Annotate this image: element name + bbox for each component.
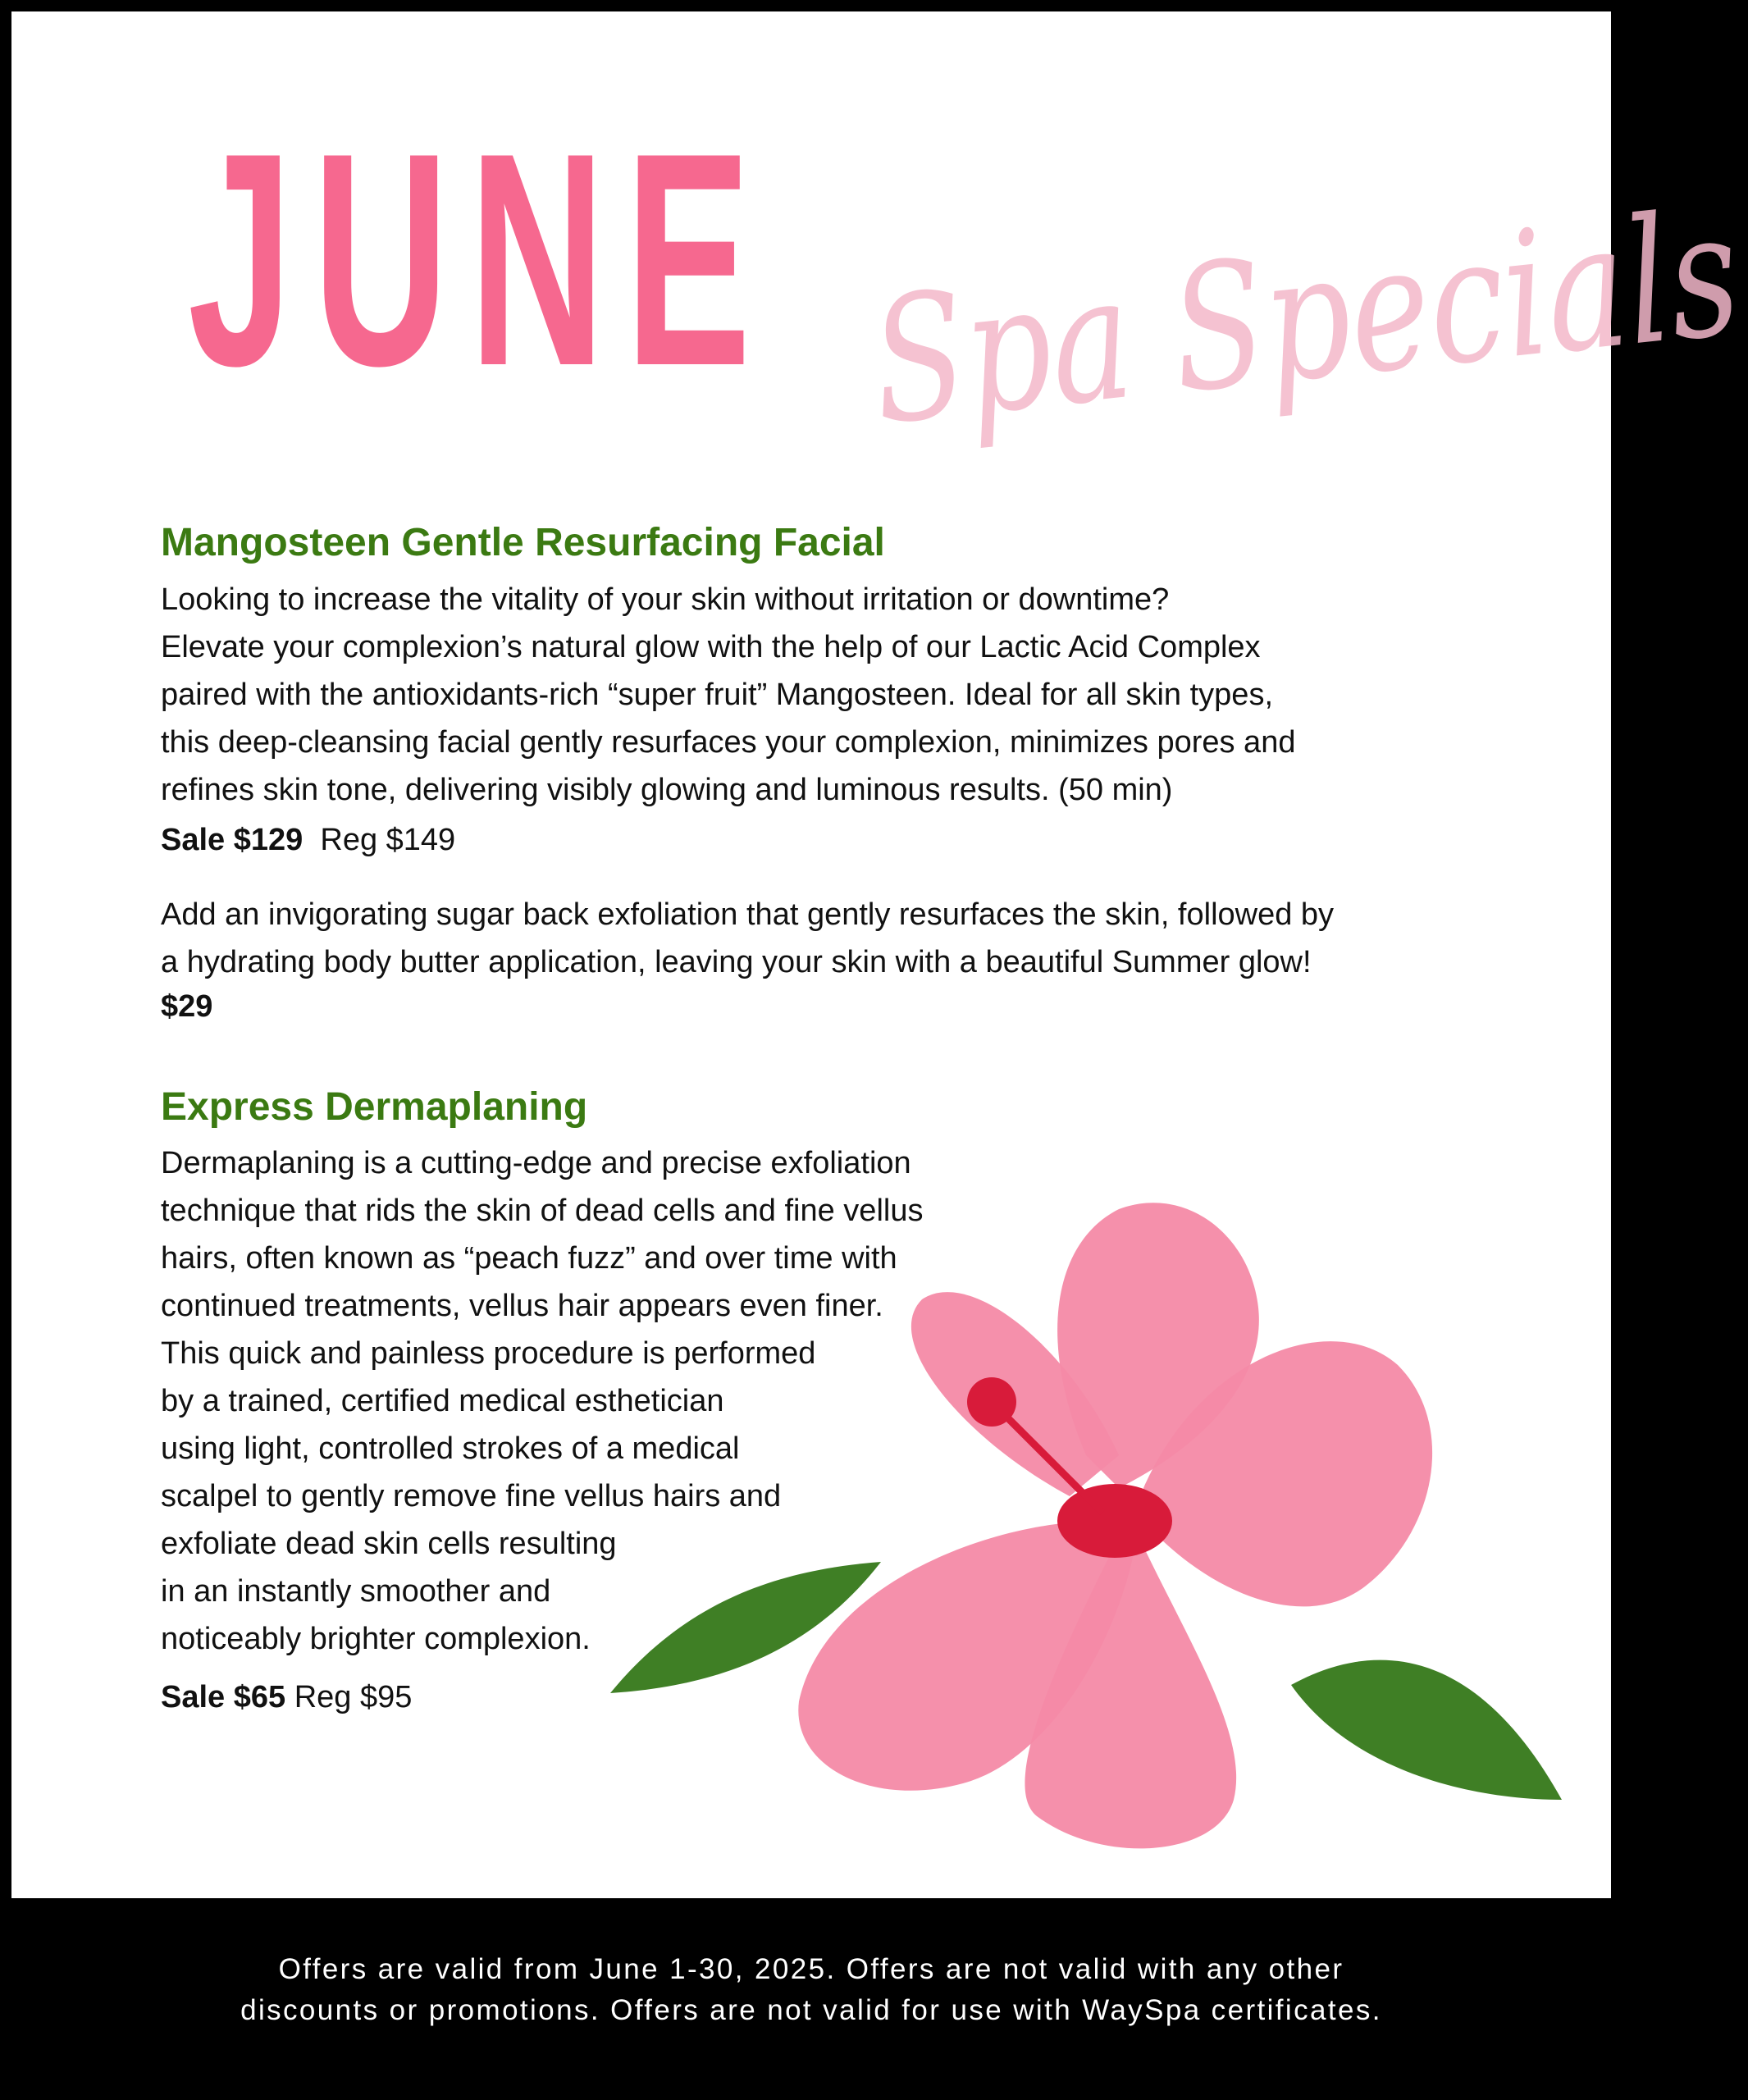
regular-price: Reg $95	[294, 1680, 413, 1714]
leaf-right	[1291, 1660, 1562, 1800]
desc-line: this deep-cleansing facial gently resurfaces your complexion, minimizes pores and	[161, 725, 1296, 760]
addon-description	[161, 891, 1588, 986]
desc-line: noticeably brighter complexion.	[161, 1622, 591, 1656]
heading-express-dermaplaning: Express Dermaplaning	[161, 1085, 588, 1129]
title-june: JUNE	[188, 90, 772, 429]
regular-price: Reg $149	[320, 823, 456, 857]
addon-price: $29	[161, 989, 213, 1024]
footer-disclaimer	[0, 1898, 1622, 2100]
flower-stamen-tip	[967, 1377, 1016, 1427]
flower-center	[1057, 1484, 1172, 1558]
desc-line: Dermaplaning is a cutting-edge and precise exfoliation	[161, 1146, 911, 1180]
mangosteen-price	[161, 819, 455, 861]
desc-line: by a trained, certified medical esthetician	[161, 1384, 724, 1418]
mangosteen-description	[161, 576, 1539, 814]
desc-line: using light, controlled strokes of a medical	[161, 1431, 740, 1466]
desc-line: technique that rids the skin of dead cells and fine vellus	[161, 1194, 924, 1228]
desc-line: This quick and painless procedure is performed	[161, 1336, 816, 1371]
desc-line: continued treatments, vellus hair appears even finer.	[161, 1289, 883, 1323]
dermaplaning-price	[161, 1677, 412, 1718]
desc-line: in an instantly smoother and	[161, 1574, 551, 1609]
desc-line: paired with the antioxidants-rich “super fruit” Mangosteen. Ideal for all skin types,	[161, 678, 1273, 712]
addon-line: a hydrating body butter application, leaving your skin with a beautiful Summer glow!	[161, 945, 1312, 979]
sale-price: Sale $65	[161, 1680, 286, 1714]
desc-line: refines skin tone, delivering visibly glowing and luminous results. (50 min)	[161, 773, 1173, 807]
footer-line-1: Offers are valid from June 1-30, 2025. Offers are not valid with any other	[278, 1953, 1344, 1985]
desc-line: hairs, often known as “peach fuzz” and over time with	[161, 1241, 897, 1276]
footer-line-2: discounts or promotions. Offers are not valid for use with WaySpa certificates.	[240, 1994, 1382, 2026]
sale-price: Sale $129	[161, 823, 304, 857]
desc-line: Looking to increase the vitality of your skin without irritation or downtime?	[161, 582, 1170, 617]
desc-line: scalpel to gently remove fine vellus hairs and	[161, 1479, 782, 1513]
hibiscus-flower-image	[610, 1176, 1595, 1874]
flyer-page	[11, 11, 1748, 1898]
addon-line: Add an invigorating sugar back exfoliation that gently resurfaces the skin, followed by	[161, 897, 1335, 932]
desc-line: exfoliate dead skin cells resulting	[161, 1527, 617, 1561]
desc-line: Elevate your complexion’s natural glow with the help of our Lactic Acid Complex	[161, 630, 1261, 664]
title-spa-specials: Spa Specials	[863, 172, 1748, 463]
heading-mangosteen-facial: Mangosteen Gentle Resurfacing Facial	[161, 521, 885, 564]
